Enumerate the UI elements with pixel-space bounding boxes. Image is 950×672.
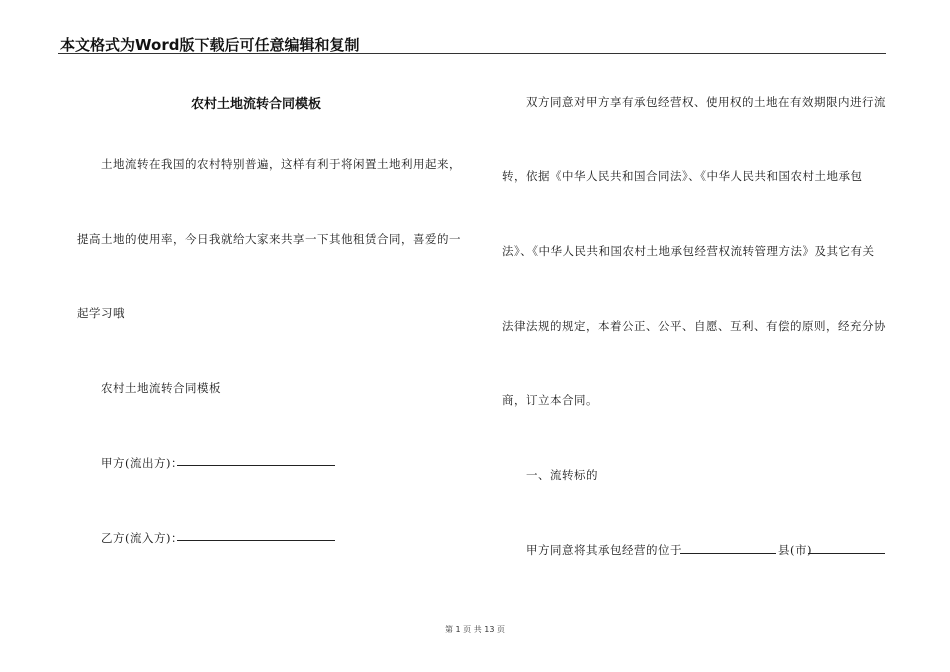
header-divider [58, 53, 886, 54]
county-label: 县(市) [778, 543, 812, 557]
party-a-label: 甲方(流出方)： [101, 456, 183, 470]
body-line-3: 法》、《中华人民共和国农村土地承包经营权流转管理方法》及其它有关 [502, 244, 875, 258]
contract-subtitle: 农村土地流转合同模板 [101, 381, 221, 395]
location-blank[interactable] [680, 553, 776, 554]
clause-prefix: 甲方同意将其承包经营的位于 [526, 543, 682, 557]
intro-line-3: 起学习哦 [77, 306, 125, 320]
party-a-blank[interactable] [177, 465, 335, 466]
body-line-1: 双方同意对甲方享有承包经营权、使用权的土地在有效期限内进行流 [526, 95, 886, 109]
body-line-5: 商，订立本合同。 [502, 393, 598, 407]
county-blank[interactable] [808, 553, 885, 554]
party-b-blank[interactable] [177, 540, 335, 541]
section-heading-1: 一、流转标的 [526, 468, 598, 482]
intro-line-1: 土地流转在我国的农村特别普遍，这样有利于将闲置土地利用起来， [101, 157, 461, 171]
intro-line-2: 提高土地的使用率，今日我就给大家来共享一下其他租赁合同，喜爱的一 [77, 232, 461, 246]
header-title: 本文格式为Word版下载后可任意编辑和复制 [60, 36, 360, 54]
party-b-label: 乙方(流入方)： [101, 531, 183, 545]
body-line-4: 法律法规的规定，本着公正、公平、自愿、互利、有偿的原则，经充分协 [502, 319, 886, 333]
document-title: 农村土地流转合同模板 [191, 97, 322, 112]
page-number: 第 1 页 共 13 页 [445, 625, 505, 634]
body-line-2: 转，依据《中华人民共和国合同法》、《中华人民共和国农村土地承包 [502, 169, 863, 183]
